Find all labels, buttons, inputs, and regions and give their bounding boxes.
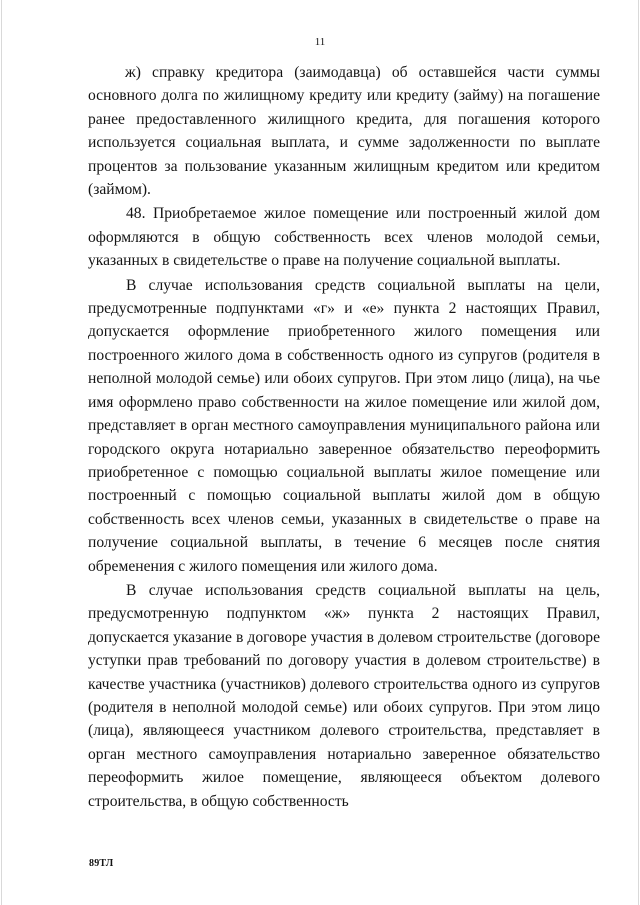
paragraph-48-ownership: 48. Приобретаемое жилое помещение или построенный жилой дом оформляются в общую собственность всех членов молодой семьи, указанных в свидетельстве о праве на получение социальной выплаты. — [88, 205, 600, 270]
footer-document-code: 89ТЛ — [89, 858, 114, 869]
paragraph-subpoints-g-e: В случае использования средств социальной выплаты на цели, предусмотренные подпунктами «г» и «е» пункта 2 настоящих Правил, допускается оформление приобретенного жилого помещения или построенного жилого дома в собственность одного из супругов (родителя в неполной молодой семье) или обоих супругов. При этом лицо (лица), на чье имя оформлено право собственности на жилое помещение или жилой дом, представляет в орган местного самоуправления муниципального района или городского округа нотариально заверенное обязательство переоформить приобретенное с помощью социальной выплаты жилое помещение или построенный с помощью социальной выплаты жилой дом в общую собственность всех членов семьи, указанных в свидетельстве о праве на получение социальной выплаты, в течение 6 месяцев после снятия обременения с жилого помещения или жилого дома. — [88, 276, 600, 575]
document-body — [88, 61, 600, 813]
page-number: 11 — [314, 36, 326, 48]
page-right-edge — [638, 0, 639, 905]
paragraph-zh-creditor-statement: ж) справку кредитора (заимодавца) об оставшейся части суммы основного долга по жилищному кредиту или кредиту (займу) на погашение ранее предоставленного жилищного кредита, для погашения которого используется социальная выплата, и сумме задолженности по выплате процентов за пользование указанным жилищным кредитом или кредитом (займом). — [88, 64, 600, 199]
page-left-edge — [1, 0, 2, 905]
paragraph-subpoint-zh: В случае использования средств социальной выплаты на цель, предусмотренную подпунктом «ж» пункта 2 настоящих Правил, допускается указание в договоре участия в долевом строительстве (договоре уступки прав требований по договору участия в долевом строительстве) в качестве участника (участников) долевого строительства одного из супругов (родителя в неполной молодой семье) или обоих супругов. При этом лицо (лица), являющееся участником долевого строительства, представляет в орган местного самоуправления нотариально заверенное обязательство переоформить жилое помещение, являющееся объектом долевого строительства, в общую собственность — [88, 581, 600, 810]
